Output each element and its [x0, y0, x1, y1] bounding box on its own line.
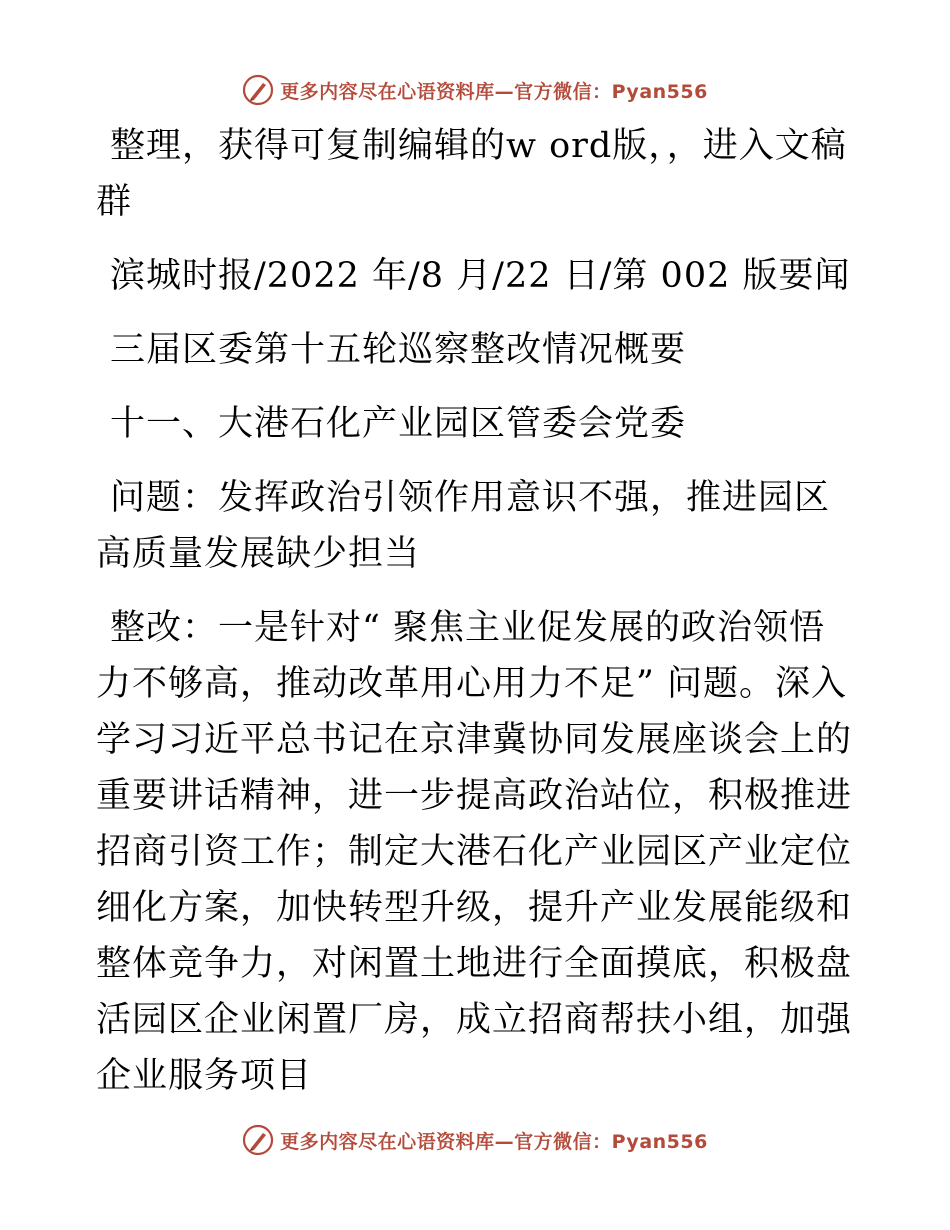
header-banner [0, 72, 950, 108]
paragraph-source: 滨城时报/2022 年/8 月/22 日/第 002 版要闻 [110, 256, 851, 296]
paragraph-title: 三届区委第十五轮巡察整改情况概要 [110, 330, 687, 370]
footer-banner [0, 1122, 950, 1158]
pen-logo-icon [242, 1124, 274, 1156]
paragraph-rectification: 整改：一是针对“ 聚焦主业促发展的政治领悟力不够高，推动改革用心用力不足” 问题。深入学习习近平总书记在京津冀协同发展座谈会上的重要讲话精神，进一步提高政治站位，积极推进招商引资工作；制定大港石化产业园区产业定位细化方案，加快转型升级，提升产业发展能级和整体竞争力，对闲置土地进行全面摸底，积极盘活园区企业闲置厂房，成立招商帮扶小组，加强企业服务项目 [96, 608, 853, 1096]
paragraph-intro: 整理，获得可复制编辑的w ord版，，进入文稿群 [96, 126, 847, 222]
banner-text: 更多内容尽在心语资料库—官方微信：Pyan556 [280, 1130, 708, 1153]
paragraph-section-heading: 十一、大港石化产业园区管委会党委 [110, 404, 687, 444]
document-body [96, 118, 856, 1122]
pen-logo-icon [242, 74, 274, 106]
paragraph-problem: 问题：发挥政治引领作用意识不强，推进园区高质量发展缺少担当 [96, 478, 831, 574]
banner-text: 更多内容尽在心语资料库—官方微信：Pyan556 [280, 80, 708, 103]
